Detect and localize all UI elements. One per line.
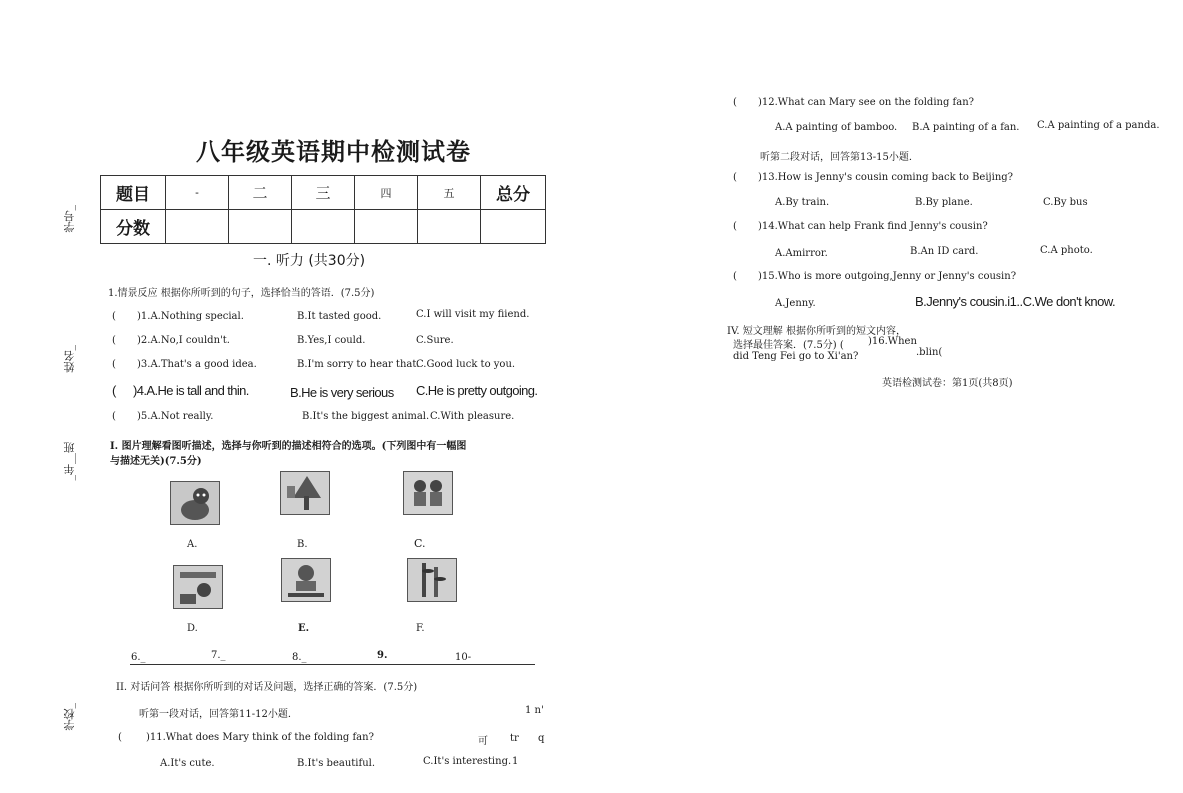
part4-intro-line2: 选择最佳答案．(7.5分) ( [733, 340, 844, 351]
q3-option-c: C.Good luck to you. [416, 359, 516, 370]
q1-stem: )1.A.Nothing special. [137, 311, 244, 322]
page-title: 八年级英语期中检测试卷 [196, 137, 471, 166]
part4-intro-line1: IV. 短文理解 根据你所听到的短文内容， [727, 326, 906, 337]
name-label: 姓名_ [63, 345, 76, 373]
q12-stem: )12.What can Mary see on the folding fan? [758, 97, 975, 108]
q14-option-a: A.Amirror. [775, 248, 828, 259]
section-one-heading: 一. 听力 (共30分) [253, 253, 366, 269]
q3-option-b: B.I'm sorry to hear that. [297, 359, 420, 370]
q4-stem: )4.A.He is tall and thin. [133, 383, 249, 398]
student-number-label: 学号_ [63, 205, 76, 233]
score-table-header-row [101, 176, 546, 210]
picture-e-label: E. [298, 623, 310, 634]
q13-paren: ( [733, 172, 737, 183]
answer-blank-6[interactable]: 6._ [131, 652, 146, 663]
q15-stem: )15.Who is more outgoing,Jenny or Jenny's cousin? [758, 271, 1017, 282]
score-cell-3: 三 [292, 176, 355, 210]
score-input-3[interactable] [292, 210, 355, 244]
part2-intro-line1: I. 图片理解看图听描述，选择与你听到的描述相符合的选项。(下列图中有一幅图 [110, 441, 467, 452]
picture-f-bamboo [407, 558, 457, 602]
stray-text-2: 可 [478, 736, 488, 747]
school-label: 学校_ [63, 703, 76, 731]
page-footer: 英语检测试卷：第1页(共8页) [882, 378, 1013, 389]
q13-option-a: A.By train. [775, 197, 830, 208]
picture-d-label: D. [187, 623, 198, 634]
q15-option-a: A.Jenny. [775, 298, 816, 309]
q5-paren: ( [112, 411, 116, 422]
q14-option-b: B.An ID card. [910, 246, 979, 257]
stray-text-3: tr [510, 733, 519, 744]
q5-option-b: B.It's the biggest animal. [302, 411, 430, 422]
picture-a-label: A. [187, 539, 198, 550]
q5-option-c: C.With pleasure. [430, 411, 515, 422]
q16-stem-line2: did Teng Fei go to Xi'an? [733, 351, 859, 362]
q3-stem: )3.A.That's a good idea. [137, 359, 257, 370]
score-input-total[interactable] [481, 210, 546, 244]
q1-paren: ( [112, 311, 116, 322]
q14-paren: ( [733, 221, 737, 232]
q1-option-b: B.It tasted good. [297, 311, 382, 322]
q3-paren: ( [112, 359, 116, 370]
answer-blank-8[interactable]: 8._ [292, 652, 307, 663]
q2-option-b: B.Yes,I could. [297, 335, 366, 346]
part1-intro: 1.情景反应 根据你所听到的句子，选择恰当的答语．(7.5分) [108, 288, 375, 299]
q12-option-a: A.A painting of bamboo. [775, 122, 898, 133]
score-table-score-row [101, 210, 546, 244]
q12-paren: ( [733, 97, 737, 108]
score-table [100, 175, 546, 244]
picture-e-boy [281, 558, 331, 602]
picture-f-label: F. [416, 623, 425, 634]
stray-text-4: q [538, 733, 545, 744]
score-cell-4: 四 [355, 176, 418, 210]
q2-paren: ( [112, 335, 116, 346]
score-input-4[interactable] [355, 210, 418, 244]
score-cell-5: 五 [418, 176, 481, 210]
q11-option-b: B.It's beautiful. [297, 758, 376, 769]
q4-option-c: C.He is pretty outgoing. [416, 383, 538, 398]
q5-stem: )5.A.Not really. [137, 411, 214, 422]
q13-option-c: C.By bus [1043, 197, 1088, 208]
q13-stem: )13.How is Jenny's cousin coming back to Beijing? [758, 172, 1014, 183]
stray-text-5: 1 [512, 756, 519, 767]
score-row-label: 分数 [101, 210, 166, 244]
answer-blank-10[interactable]: 10- [455, 652, 472, 663]
q12-option-c: C.A painting of a panda. [1037, 120, 1160, 131]
q4-option-b: B.He is very serious [290, 385, 394, 400]
q15-paren: ( [733, 271, 737, 282]
part3-intro: II. 对话问答 根据你所听到的对话及问题，选择正确的答案．(7.5分) [116, 682, 418, 693]
picture-c-label: C. [414, 537, 426, 550]
q2-option-c: C.Sure. [416, 335, 454, 346]
q1-option-c: C.I will visit my fiiend. [416, 309, 530, 320]
q11-paren: ( [118, 732, 122, 743]
q14-stem: )14.What can help Frank find Jenny's cousin? [758, 221, 988, 232]
picture-b-label: B. [297, 539, 308, 550]
part2-intro-line2: 与描述无关)(7.5分) [110, 456, 202, 467]
dialog2-note: 听第二段对话，回答第13-15小题． [760, 152, 919, 163]
q4-paren: ( [112, 383, 117, 398]
picture-b-tree [280, 471, 330, 515]
q2-stem: )2.A.No,I couldn't. [137, 335, 230, 346]
stray-text-1: 1 n' [525, 705, 544, 716]
q16-stem: )16.When [868, 336, 917, 347]
score-cell-subject: 题目 [101, 176, 166, 210]
q15-option-bc: B.Jenny's cousin.i1..C.We don't know. [915, 294, 1116, 309]
score-input-2[interactable] [229, 210, 292, 244]
picture-a-cat [170, 481, 220, 525]
answer-blank-7[interactable]: 7._ [211, 650, 226, 661]
q13-option-b: B.By plane. [915, 197, 973, 208]
picture-d-girl [173, 565, 223, 609]
dialog1-note: 听第一段对话，回答第11-12小题． [139, 709, 298, 720]
q12-option-b: B.A painting of a fan. [912, 122, 1020, 133]
score-cell-total: 总分 [481, 176, 546, 210]
picture-c-children [403, 471, 453, 515]
answer-underline [130, 664, 535, 665]
q14-option-c: C.A photo. [1040, 245, 1093, 256]
class-label: _年__班 [63, 442, 76, 481]
q11-option-a: A.It's cute. [160, 758, 215, 769]
q11-stem: )11.What does Mary think of the folding fan? [146, 732, 374, 743]
q11-option-c: C.It's interesting. [423, 756, 512, 767]
score-cell-1: - [166, 176, 229, 210]
score-input-5[interactable] [418, 210, 481, 244]
answer-blank-9[interactable]: 9. [377, 650, 388, 661]
score-cell-2: 二 [229, 176, 292, 210]
q16-stray-text: .blin( [916, 347, 943, 358]
score-input-1[interactable] [166, 210, 229, 244]
